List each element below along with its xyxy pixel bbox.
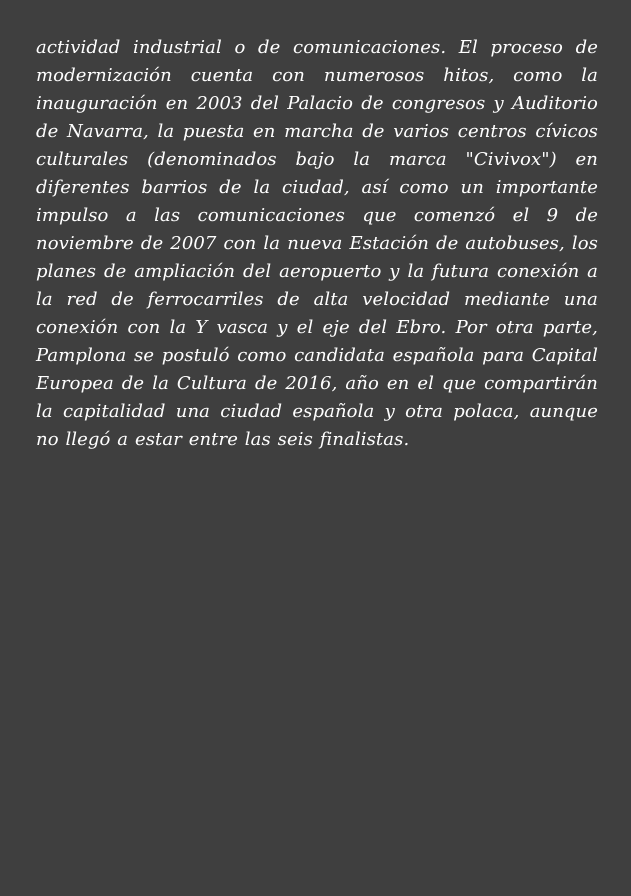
- body-paragraph: actividad industrial o de comunicaciones. El proceso de modernización cuenta con numerosos hitos, como la inauguración en 2003 del Palacio de congresos y Auditorio de Navarra, la puesta en marcha de varios centros cívicos culturales (denominados bajo la marca "Civivox") en diferentes barrios de la ciudad, así como un importante impulso a las comunicaciones que comenzó el 9 de noviembre de 2007 con la nueva Estación de autobuses, los planes de ampliación del aeropuerto y la futura conexión a la red de ferrocarriles de alta velocidad mediante una conexión con la Y vasca y el eje del Ebro. Por otra parte, Pamplona se postuló como candidata española para Capital Europea de la Cultura de 2016, año en el que compartirán la capitalidad una ciudad española y otra polaca, aunque no llegó a estar entre las seis finalistas.: [36, 37, 598, 450]
